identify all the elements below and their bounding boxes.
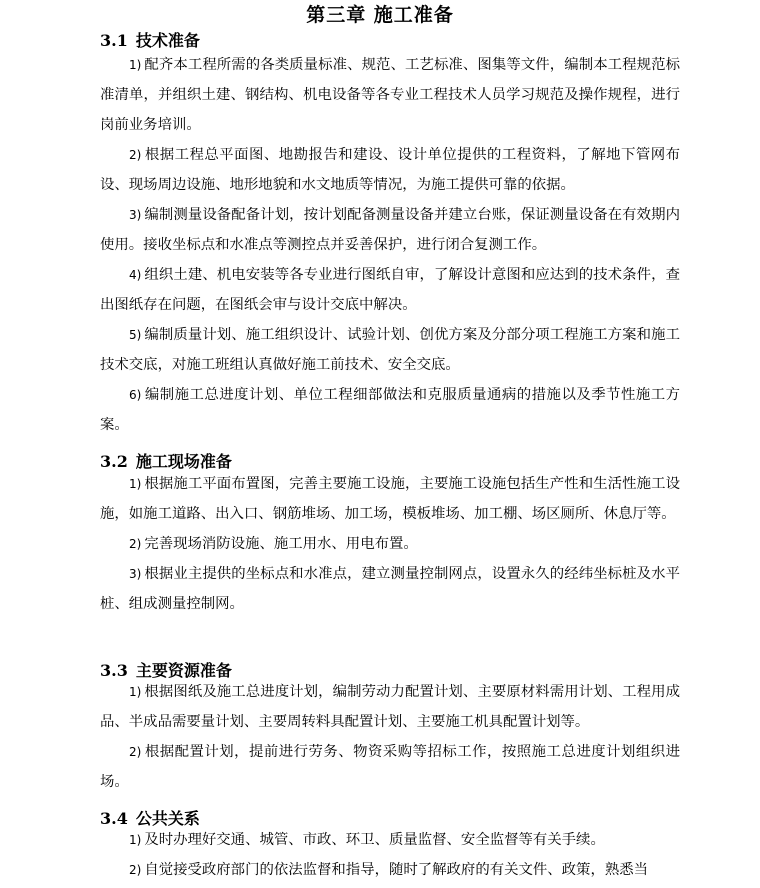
list-marker: 4)	[129, 268, 142, 282]
list-marker: 2)	[129, 745, 142, 759]
section-number: 3.2	[100, 452, 128, 471]
list-marker: 1)	[129, 685, 142, 699]
paragraph	[100, 559, 680, 619]
paragraph	[100, 469, 680, 529]
list-marker: 6)	[129, 388, 142, 402]
paragraph-text: 组织土建、机电安装等各专业进行图纸自审，了解设计意图和应达到的技术条件，查出图纸存在问题，在图纸会审与设计交底中解决。	[100, 267, 680, 313]
list-marker: 1)	[129, 833, 142, 847]
paragraph-text: 完善现场消防设施、施工用水、用电布置。	[144, 536, 418, 552]
section-body	[100, 50, 680, 440]
paragraph-text: 编制质量计划、施工组织设计、试验计划、创优方案及分部分项工程施工方案和施工技术交底，对施工班组认真做好施工前技术、安全交底。	[100, 327, 680, 373]
paragraph	[100, 50, 680, 140]
paragraph-text: 自觉接受政府部门的依法监督和指导，随时了解政府的有关文件、政策，熟悉当	[144, 862, 649, 878]
paragraph	[100, 855, 680, 885]
paragraph-text: 根据图纸及施工总进度计划，编制劳动力配置计划、主要原材料需用计划、工程用成品、半成品需要量计划、主要周转料具配置计划、主要施工机具配置计划等。	[100, 684, 680, 730]
section-number: 3.3	[100, 661, 128, 680]
paragraph	[100, 200, 680, 260]
section-body	[100, 469, 680, 619]
section-body	[100, 825, 680, 885]
paragraph	[100, 677, 680, 737]
paragraph	[100, 825, 680, 855]
paragraph-text: 编制施工总进度计划、单位工程细部做法和克服质量通病的措施以及季节性施工方案。	[100, 387, 680, 433]
section-heading	[100, 30, 200, 52]
paragraph	[100, 140, 680, 200]
paragraph-text: 根据工程总平面图、地勘报告和建设、设计单位提供的工程资料，了解地下管网布设、现场周边设施、地形地貌和水文地质等情况，为施工提供可靠的依据。	[100, 147, 680, 193]
paragraph	[100, 529, 680, 559]
list-marker: 2)	[129, 537, 142, 551]
paragraph-text: 根据业主提供的坐标点和水准点，建立测量控制网点，设置永久的经纬坐标桩及水平桩、组成测量控制网。	[100, 566, 680, 612]
chapter-title: 第三章 施工准备	[306, 4, 454, 26]
paragraph-text: 根据施工平面布置图，完善主要施工设施，主要施工设施包括生产性和生活性施工设施，如施工道路、出入口、钢筋堆场、加工场，模板堆场、加工棚、场区厕所、休息厅等。	[100, 476, 680, 522]
list-marker: 3)	[129, 567, 142, 581]
list-marker: 1)	[129, 477, 142, 491]
section-title: 施工现场准备	[135, 452, 232, 471]
paragraph	[100, 737, 680, 797]
list-marker: 3)	[129, 208, 142, 222]
list-marker: 2)	[129, 863, 142, 877]
section-title: 技术准备	[135, 31, 200, 50]
paragraph-text: 及时办理好交通、城管、市政、环卫、质量监督、安全监督等有关手续。	[144, 832, 605, 848]
section-title: 主要资源准备	[135, 661, 232, 680]
paragraph-text: 配齐本工程所需的各类质量标准、规范、工艺标准、图集等文件，编制本工程规范标准清单，并组织土建、钢结构、机电设备等各专业工程技术人员学习规范及操作规程，进行岗前业务培训。	[100, 57, 680, 133]
paragraph-text: 根据配置计划，提前进行劳务、物资采购等招标工作，按照施工总进度计划组织进场。	[100, 744, 680, 790]
list-marker: 5)	[129, 328, 142, 342]
paragraph	[100, 320, 680, 380]
section-number: 3.4	[100, 809, 128, 828]
paragraph-text: 编制测量设备配备计划，按计划配备测量设备并建立台账，保证测量设备在有效期内使用。接收坐标点和水准点等测控点并妥善保护，进行闭合复测工作。	[100, 207, 680, 253]
list-marker: 2)	[129, 148, 142, 162]
paragraph	[100, 380, 680, 440]
section-number: 3.1	[100, 31, 128, 50]
section-title: 公共关系	[135, 809, 200, 828]
section-body	[100, 677, 680, 797]
paragraph	[100, 260, 680, 320]
list-marker: 1)	[129, 58, 142, 72]
